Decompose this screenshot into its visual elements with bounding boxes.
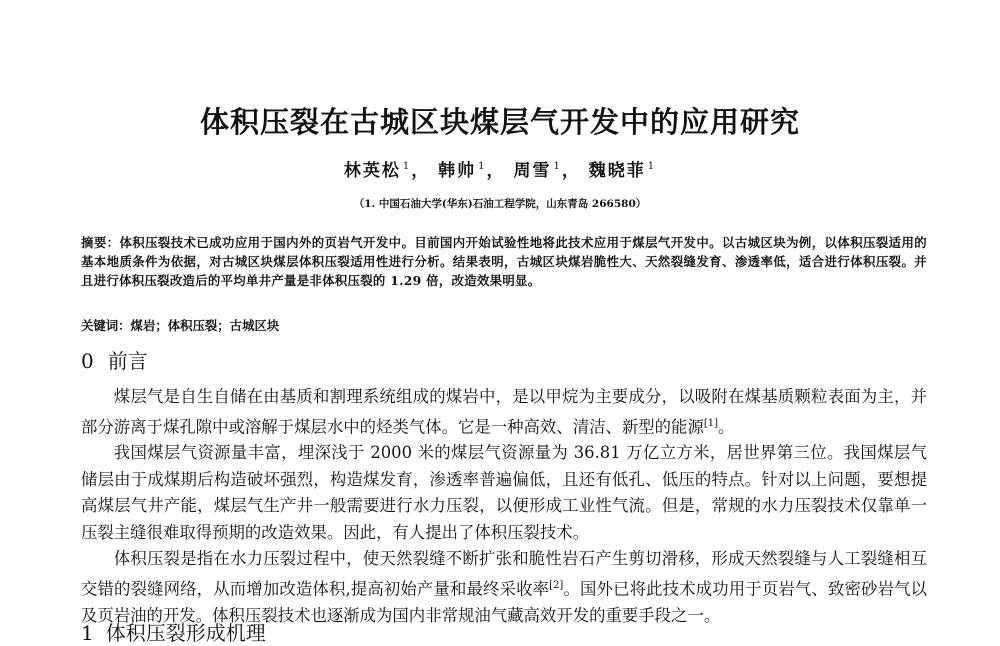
- affiliation: （1. 中国石油大学(华东)石油工程学院，山东青岛 266580）: [353, 198, 647, 210]
- section-number: 1: [81, 621, 94, 645]
- keywords: 关键词：煤岩；体积压裂；古城区块: [81, 318, 280, 333]
- paragraph-text: 我国煤层气资源量丰富，埋深浅于 2000 米的煤层气资源量为 36.81 万亿立方米，居世界第三位。我国煤层气储层由于成煤期后构造破坏强烈，构造煤发育，渗透率普遍偏低，且还有低孔、低压的特点。针对以上问题，要想提高煤层气井产能，煤层气生产井一般需要进行水力压裂，以便形成工业性气流。但是，常规的水力压裂技术仅靠单一压裂主缝很难取得预期的改造效果。因此，有人提出了体积压裂技术。: [81, 443, 927, 542]
- paragraph: [81, 546, 927, 629]
- author-separator: ，: [486, 161, 506, 181]
- section-heading: [81, 620, 278, 646]
- body-text: [81, 384, 927, 629]
- citation-ref[interactable]: [2]: [549, 579, 564, 591]
- author-name: 魏晓菲: [588, 161, 646, 181]
- author-affil-mark: 1: [647, 161, 657, 173]
- section-title: 体积压裂形成机理: [105, 621, 266, 645]
- paragraph-tail: 。: [718, 416, 735, 436]
- citation-ref[interactable]: [1]: [703, 417, 719, 429]
- section-title: 前言: [107, 349, 148, 373]
- author-name: 林英松: [343, 161, 401, 181]
- author-list: [0, 156, 1000, 181]
- paragraph-text: 煤层气是自生自储在由基质和割理系统组成的煤岩中，是以甲烷为主要成分，以吸附在煤基质颗粒表面为主，并部分游离于煤孔隙中或溶解于煤层水中的烃类气体。它是一种高效、清洁、新型的能源: [81, 387, 927, 436]
- section-number: 0: [81, 349, 94, 373]
- paragraph: [81, 440, 927, 546]
- paragraph-text: 体积压裂是指在水力压裂过程中，使天然裂缝不断扩张和脆性岩石产生剪切滑移，形成天然裂缝与人工裂缝相互交错的裂缝网络，从而增加改造体积,提高初始产量和最终采收率: [81, 549, 927, 599]
- paper-title: 体积压裂在古城区块煤层气开发中的应用研究: [199, 105, 800, 139]
- author-affil-mark: 1: [402, 161, 412, 173]
- abstract: 摘要：体积压裂技术已成功应用于国内外的页岩气开发中。目前国内开始试验性地将此技术应用于煤层气开发中。以古城区块为例，以体积压裂适用的基本地质条件为依据，对古城区块煤层体积压裂适用性进行分析。结果表明，古城区块煤岩脆性大、天然裂缝发育、渗透率低，适合进行体积压裂。并且进行体积压裂改造后的平均单井产量是非体积压裂的 1.29 倍，改造效果明显。: [81, 235, 927, 288]
- author-name: 周雪: [513, 161, 552, 181]
- author-separator: ，: [561, 161, 581, 181]
- section-heading: [81, 348, 162, 374]
- paragraph: [81, 384, 927, 440]
- author-affil-mark: 1: [553, 161, 562, 173]
- author-affil-mark: 1: [478, 161, 487, 173]
- author-separator: ，: [411, 161, 431, 181]
- paragraph-tail: 。国外已将此技术成功用于页岩气、致密砂岩气以及页岩油的开发。体积压裂技术也逐渐成为国内非常规油气藏高效开发的重要手段之一。: [81, 579, 927, 625]
- author-name: 韩帅: [438, 161, 477, 181]
